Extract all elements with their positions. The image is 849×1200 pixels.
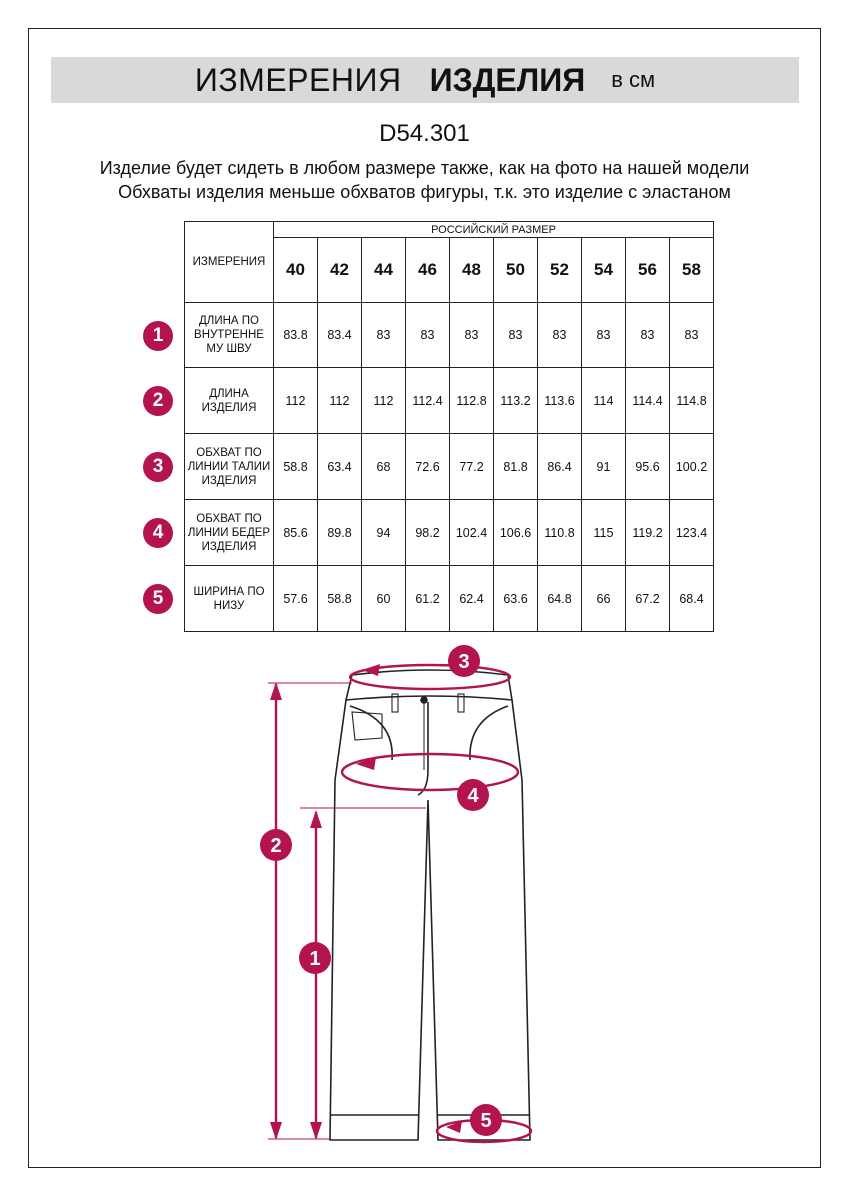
measurement-value: 83 [406, 303, 450, 368]
measurement-value: 83 [538, 303, 582, 368]
measurement-label: ОБХВАТ ПО ЛИНИИ БЕДЕР ИЗДЕЛИЯ [185, 500, 274, 566]
measurement-value: 98.2 [406, 500, 450, 566]
measurement-value: 72.6 [406, 434, 450, 500]
measurement-label: ШИРИНА ПО НИЗУ [185, 566, 274, 632]
svg-text:1: 1 [309, 948, 321, 970]
row-number-badge: 2 [143, 386, 173, 416]
measurement-value: 102.4 [450, 500, 494, 566]
measurement-value: 58.8 [318, 566, 362, 632]
size-40: 40 [274, 238, 318, 303]
measurement-value: 60 [362, 566, 406, 632]
measurement-value: 62.4 [450, 566, 494, 632]
marker-hem [470, 1104, 502, 1136]
size-50: 50 [494, 238, 538, 303]
row-number-badge: 5 [143, 584, 173, 614]
row-number-badge: 1 [143, 321, 173, 351]
measurement-value: 63.4 [318, 434, 362, 500]
size-58: 58 [670, 238, 714, 303]
measurement-value: 83.8 [274, 303, 318, 368]
measurement-lines [276, 665, 531, 1142]
measurement-value: 85.6 [274, 500, 318, 566]
corner-label: ИЗМЕРЕНИЯ [185, 222, 274, 303]
fit-note: Изделие будет сидеть в любом размере также, как на фото на нашей модели [99, 158, 750, 178]
measurement-value: 83 [494, 303, 538, 368]
arrow-heads [270, 664, 462, 1140]
guide-lines [268, 683, 426, 1139]
size-48: 48 [450, 238, 494, 303]
measurement-value: 114.8 [670, 368, 714, 434]
measurement-value: 112 [362, 368, 406, 434]
measurement-value: 112.8 [450, 368, 494, 434]
measurement-value: 83.4 [318, 303, 362, 368]
measurement-label: ДЛИНА ПО ВНУТРЕННЕ МУ ШВУ [185, 303, 274, 368]
measurement-value: 83 [582, 303, 626, 368]
svg-text:4: 4 [467, 785, 479, 807]
measurement-value: 83 [670, 303, 714, 368]
row-number-badge: 3 [143, 452, 173, 482]
measurement-value: 83 [626, 303, 670, 368]
measurement-value: 58.8 [274, 434, 318, 500]
measurement-value: 89.8 [318, 500, 362, 566]
title-product: ИЗДЕЛИЯ [429, 61, 586, 98]
article-number: D54.301 [379, 120, 470, 147]
measurement-value: 91 [582, 434, 626, 500]
measurement-value: 68.4 [670, 566, 714, 632]
elastane-note: Обхваты изделия меньше обхватов фигуры, т.к. это изделие с эластаном [118, 182, 731, 202]
marker-waist [448, 645, 480, 677]
marker-inseam [299, 942, 331, 974]
measurement-value: 112.4 [406, 368, 450, 434]
row-number-badge: 4 [143, 518, 173, 548]
measurement-value: 81.8 [494, 434, 538, 500]
measurement-label: ДЛИНА ИЗДЕЛИЯ [185, 368, 274, 434]
title-unit: в см [611, 67, 656, 92]
measurement-value: 63.6 [494, 566, 538, 632]
measurement-value: 112 [274, 368, 318, 434]
size-46: 46 [406, 238, 450, 303]
measurement-value: 67.2 [626, 566, 670, 632]
measurement-value: 64.8 [538, 566, 582, 632]
measurement-value: 123.4 [670, 500, 714, 566]
measurement-label: ОБХВАТ ПО ЛИНИИ ТАЛИИ ИЗДЕЛИЯ [185, 434, 274, 500]
measurement-value: 83 [450, 303, 494, 368]
measurement-value: 66 [582, 566, 626, 632]
size-group-header: РОССИЙСКИЙ РАЗМЕР [274, 222, 714, 238]
svg-text:5: 5 [480, 1110, 492, 1132]
diagram-markers [260, 645, 502, 1136]
measurement-value: 113.6 [538, 368, 582, 434]
measurement-value: 68 [362, 434, 406, 500]
marker-hip [457, 779, 489, 811]
measurement-value: 115 [582, 500, 626, 566]
measurement-value: 83 [362, 303, 406, 368]
svg-text:2: 2 [270, 835, 282, 857]
measurement-value: 95.6 [626, 434, 670, 500]
measurement-value: 113.2 [494, 368, 538, 434]
measurement-value: 57.6 [274, 566, 318, 632]
measurement-value: 119.2 [626, 500, 670, 566]
measurement-value: 114 [582, 368, 626, 434]
size-42: 42 [318, 238, 362, 303]
pants-outline [330, 670, 530, 1140]
marker-length [260, 829, 292, 861]
size-44: 44 [362, 238, 406, 303]
measurement-value: 94 [362, 500, 406, 566]
size-54: 54 [582, 238, 626, 303]
measurement-value: 106.6 [494, 500, 538, 566]
measurement-value: 100.2 [670, 434, 714, 500]
measurement-value: 86.4 [538, 434, 582, 500]
svg-text:3: 3 [458, 651, 470, 673]
title-measurements: ИЗМЕРЕНИЯ [194, 61, 402, 98]
measurement-value: 61.2 [406, 566, 450, 632]
size-56: 56 [626, 238, 670, 303]
size-52: 52 [538, 238, 582, 303]
measurement-value: 112 [318, 368, 362, 434]
measurement-value: 114.4 [626, 368, 670, 434]
measurement-value: 110.8 [538, 500, 582, 566]
measurement-value: 77.2 [450, 434, 494, 500]
